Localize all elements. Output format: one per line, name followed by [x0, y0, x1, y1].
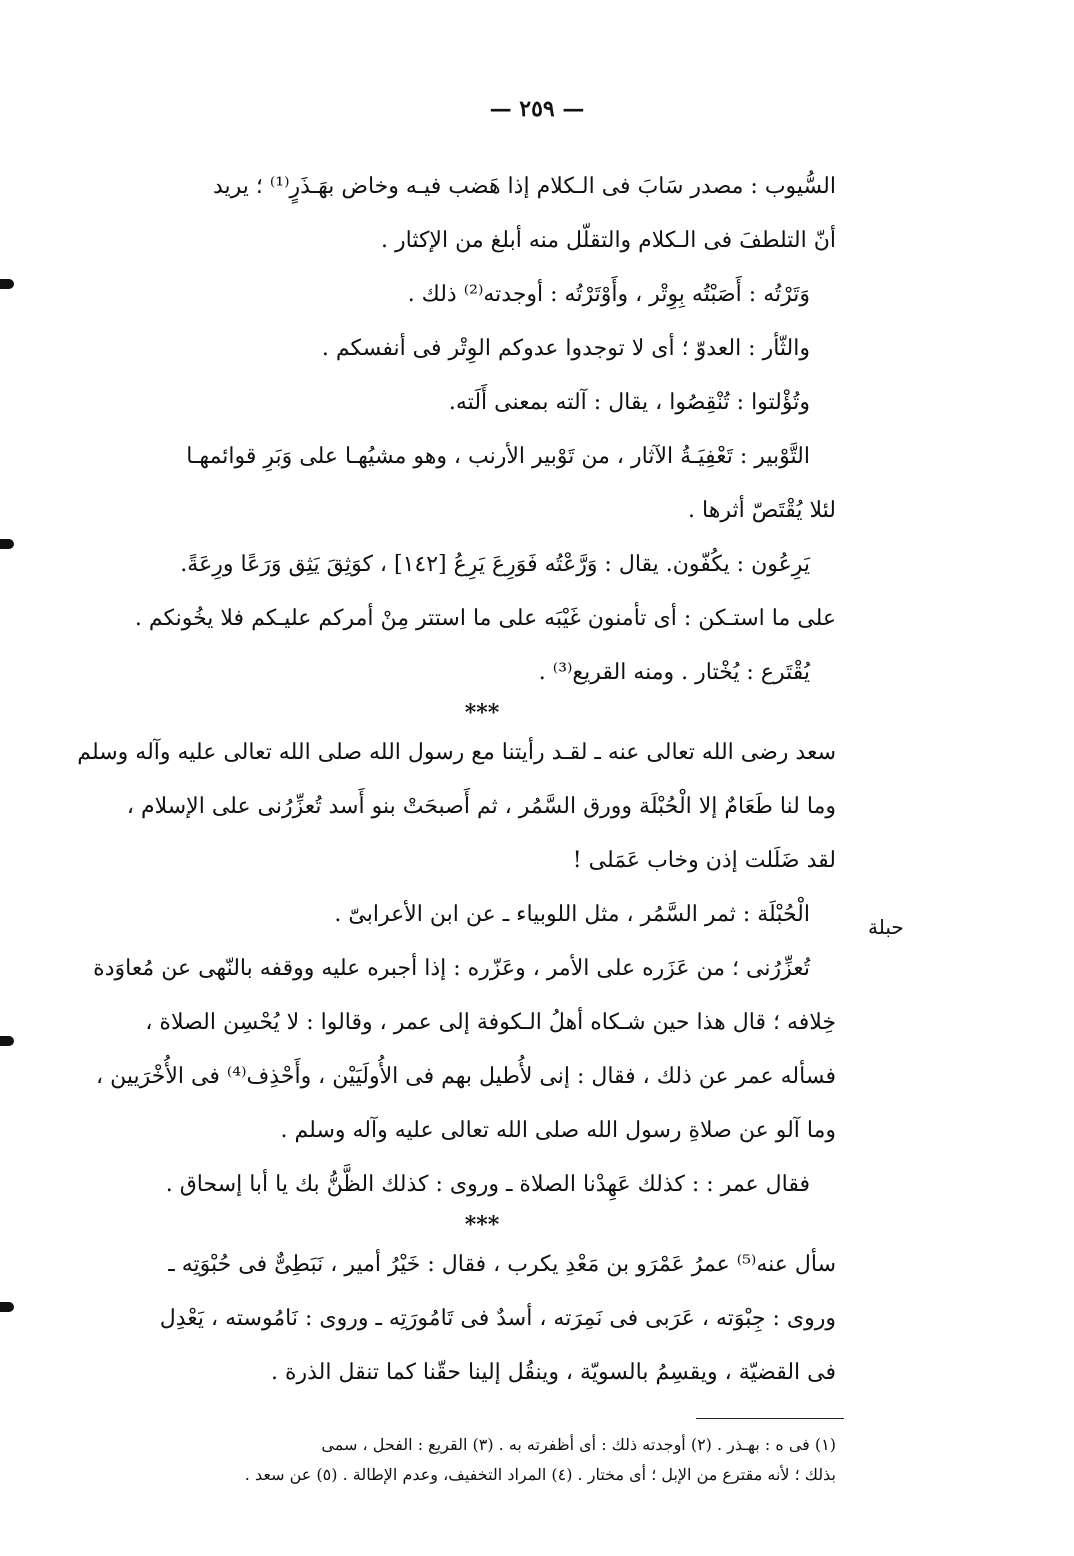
text-line: الْحُبْلَة : ثمر السَّمُر ، مثل اللوبياء ـ عن ابن الأعرابىّ . — [334, 902, 810, 927]
text-line: السُّيوب : مصدر سَابَ فى الـكلام إذا هَضب فيـه وخاض بهَـذَرٍ⁽¹⁾ ؛ يريد — [212, 174, 836, 199]
text-line: يَرِعُون : يكُفّون. يقال : وَرَّعْتُه فَوَرِعَ يَرِعُ [١٤٢] ، كوَثِقَ يَثِق وَرَعًا ورِعَةً. — [180, 552, 810, 577]
edge-mark — [0, 539, 14, 549]
text-line: سعد رضى الله تعالى عنه ـ لقـد رأيتنا مع رسول الله صلى الله تعالى عليه وآله وسلم — [77, 740, 836, 765]
section-umar — [128, 1238, 836, 1400]
edge-mark — [0, 279, 14, 289]
margin-note: حبلة — [868, 915, 904, 939]
text-line: يُقْتَرع : يُخْتار . ومنه القريع⁽³⁾ . — [538, 660, 810, 685]
text-line: سأل عنه⁽⁵⁾ عمرُ عَمْرَو بن مَعْدِ يكرب ، فقال : خَيْرُ أمير ، نَبَطِىٌّ فى حُبْوَتِه ـ — [168, 1252, 836, 1277]
text-line: على ما استـكن : أى تأمنون غَيْبَه على ما استتر مِنْ أمركم عليـكم فلا يخُونكم . — [134, 606, 836, 631]
text-line: أنّ التلطفَ فى الـكلام والتقلّل منه أبلغ من الإكثار . — [381, 228, 836, 253]
text-line: وما لنا طَعَامٌ إلا الْحُبْلَة وورق السَّمُر ، ثم أَصبحَتْ بنو أَسد تُعزِّرُنى على الإسلام ، — [126, 794, 836, 819]
page-number: — ٢٥٩ — — [489, 96, 585, 122]
section-divider: *** — [464, 700, 500, 726]
edge-mark — [0, 1302, 14, 1312]
text-line: وما آلو عن صلاةِ رسول الله صلى الله تعالى عليه وآله وسلم . — [280, 1118, 836, 1143]
text-line: فقال عمر : : كذلك عَهِدْنا الصلاة ـ وروى : كذلك الظَّنُّ بك يا أبا إسحاق . — [165, 1172, 810, 1197]
footnote-line: بذلك ؛ لأنه مقترع من الإبل ؛ أى مختار . (٤) المراد التخفيف، وعدم الإطالة . (٥) عن سعد . — [244, 1465, 836, 1484]
text-line: تُعزِّرُنى ؛ من عَزَره على الأمر ، وعَزّره : إذا أجبره عليه ووقفه بالنّهى عن مُعاوَدة — [93, 956, 810, 981]
text-line: لئلا يُقْتَصّ أثرها . — [688, 498, 836, 523]
text-line: وتُؤْلتوا : تُنْقِصُوا ، يقال : آلته بمعنى أَلَته. — [448, 390, 810, 415]
main-text — [77, 160, 836, 1400]
text-line: وروى : جِبْوَته ، عَرَبى فى نَمِرَته ، أسدٌ فى تَامُورَتِه ـ وروى : نَامُوسته ، يَعْدِل — [159, 1306, 836, 1331]
text-line: والثّأر : العدوّ ؛ أى لا توجدوا عدوكم الوِتْر فى أنفسكم . — [321, 336, 810, 361]
footnote-rule — [696, 1418, 844, 1419]
footnote-line: (١) فى ه : بهـذر . (٢) أوجدته ذلك : أى أظفرته به . (٣) القريع : الفحل ، سمى — [321, 1435, 836, 1454]
text-line: التَّوْبير : تَعْفِيَـةُ الآثار ، من تَوْبير الأرنب ، وهو مشيُهـا على وَبَرِ قوائمهـا — [186, 444, 810, 469]
text-line: فى القضيّة ، ويقسِمُ بالسويّة ، وينقُل إلينا حقّنا كما تنقل الذرة . — [270, 1360, 836, 1385]
section-divider: *** — [464, 1212, 500, 1238]
text-line: وَتَرْتُه : أَصَبْتُه بِوِتْر ، وأَوْتَرْتُه : أوجدته⁽²⁾ ذلك . — [407, 282, 810, 307]
text-line: لقد ضَلَلت إذن وخاب عَمَلى ! — [572, 848, 836, 873]
footnotes — [128, 1430, 836, 1490]
section-saad — [77, 726, 836, 1212]
text-line: خِلافه ؛ قال هذا حين شـكاه أهلُ الـكوفة إلى عمر ، وقالوا : لا يُحْسِن الصلاة ، — [145, 1010, 836, 1035]
text-line: فسأله عمر عن ذلك ، فقال : إنى لأُطيل بهم فى الأُولَيَيْن ، وأَحْذِف⁽⁴⁾ فى الأُخْرَيين ، — [96, 1064, 836, 1089]
edge-mark — [0, 1036, 14, 1046]
section-glossary — [128, 160, 836, 700]
